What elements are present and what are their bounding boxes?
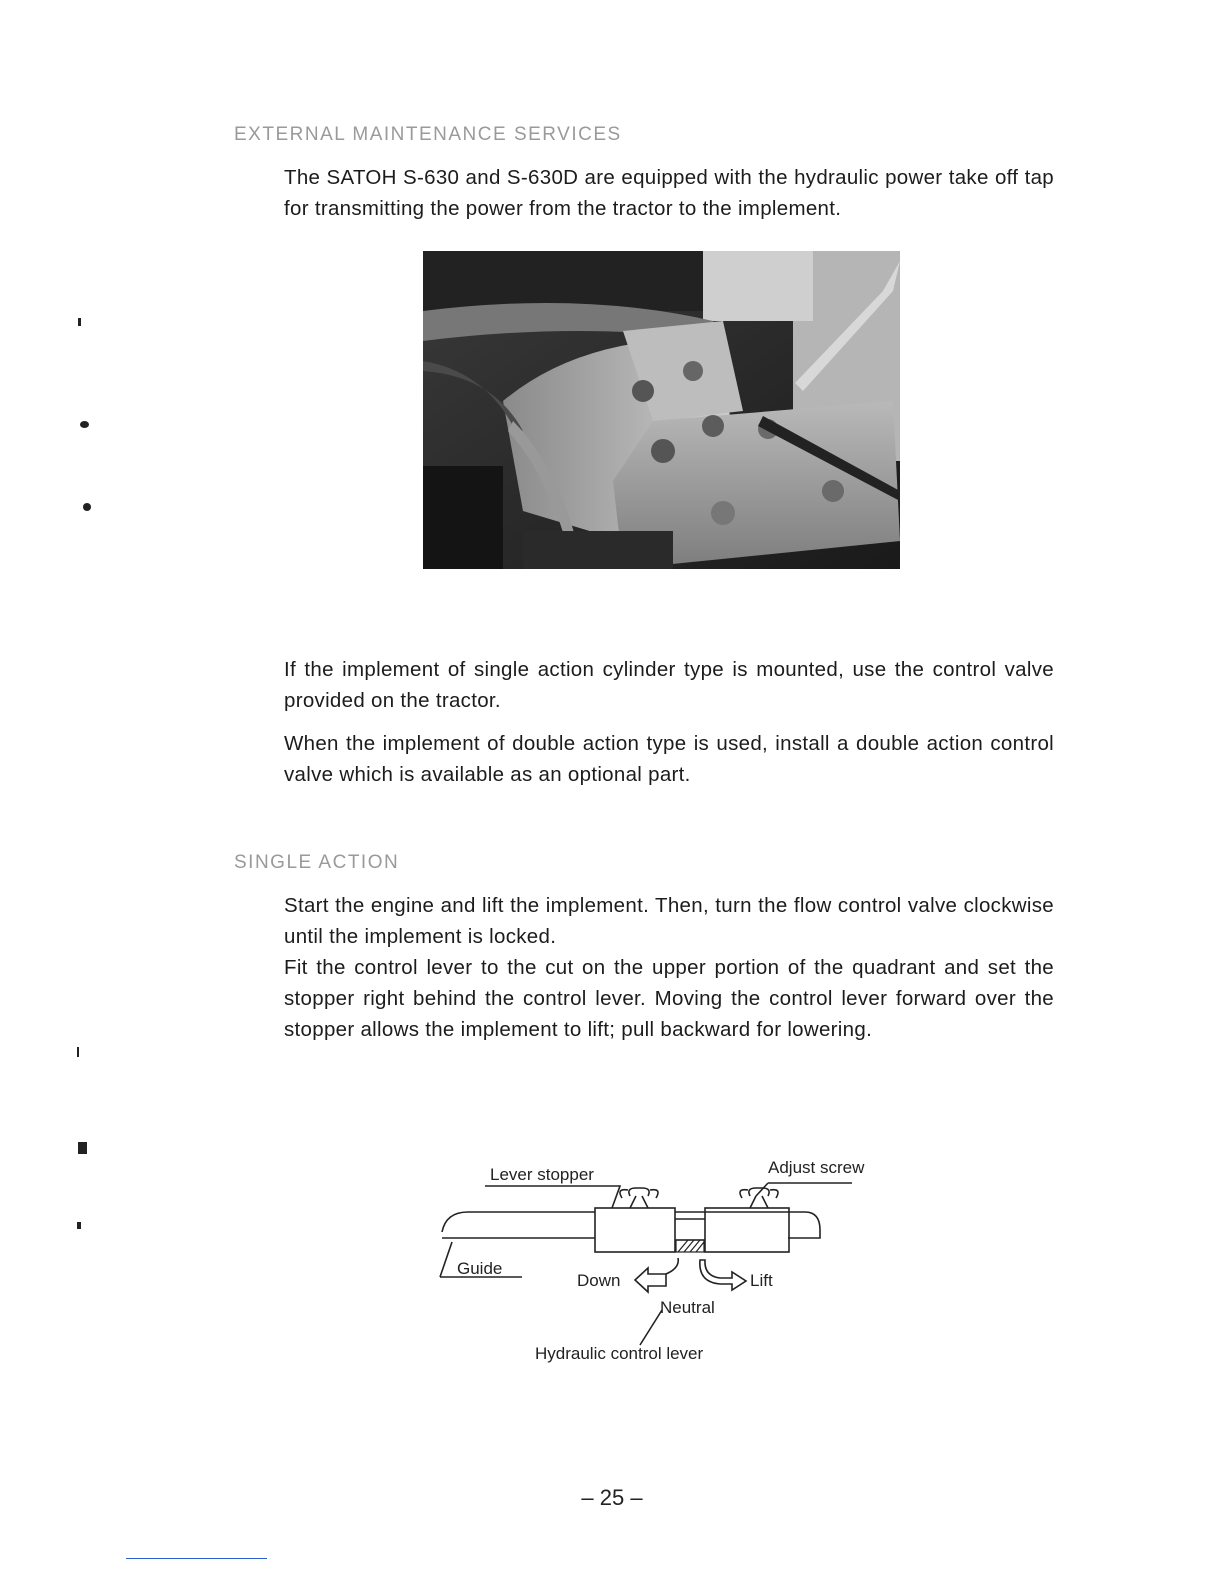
intro-text: The SATOH S-630 and S-630D are equipped with the hydraulic power take off tap for transmitting the power from the tractor to the implement. [284, 166, 1054, 220]
single-action-paragraphs [284, 890, 1054, 1045]
lever-stopper-label: Lever stopper [490, 1165, 594, 1184]
scan-mark [78, 1142, 87, 1154]
scan-mark [80, 421, 89, 428]
neutral-hatch [676, 1240, 704, 1252]
adjust-screw-label: Adjust screw [768, 1158, 865, 1177]
scan-mark [83, 503, 91, 511]
section-heading-external-maintenance: EXTERNAL MAINTENANCE SERVICES [234, 124, 622, 145]
section-heading-single-action: SINGLE ACTION [234, 852, 400, 873]
intro-paragraph [284, 162, 1054, 224]
scan-mark [77, 1222, 81, 1229]
scan-mark [78, 318, 81, 326]
guide-label: Guide [457, 1259, 503, 1278]
neutral-label: Neutral [660, 1298, 715, 1317]
hydraulic-valve-photo [423, 251, 900, 569]
single-action-step2: Fit the control lever to the cut on the upper portion of the quadrant and set the stopper right behind the control lever. Moving the control lever forward over the stopper allows the implement to lift; pull backward for lowering. [284, 956, 1054, 1041]
double-action-note: When the implement of double action type is used, install a double action control valve which is available as an optional part. [284, 732, 1054, 786]
control-lever-diagram [430, 1150, 900, 1370]
single-action-note: If the implement of single action cylinder type is mounted, use the control valve provided on the tractor. [284, 658, 1054, 712]
lever-diagram-graphic [430, 1150, 900, 1370]
footer-divider [126, 1558, 267, 1559]
hydraulic-control-lever-label: Hydraulic control lever [535, 1344, 704, 1363]
down-label: Down [577, 1271, 621, 1290]
photo-graphic [423, 251, 900, 569]
scan-mark [77, 1047, 79, 1057]
page-number: – 25 – [581, 1485, 643, 1510]
lift-label: Lift [750, 1271, 773, 1290]
single-action-step1: Start the engine and lift the implement. Then, turn the flow control valve clockwise until the implement is locked. [284, 894, 1054, 948]
body-paragraphs [284, 654, 1054, 790]
